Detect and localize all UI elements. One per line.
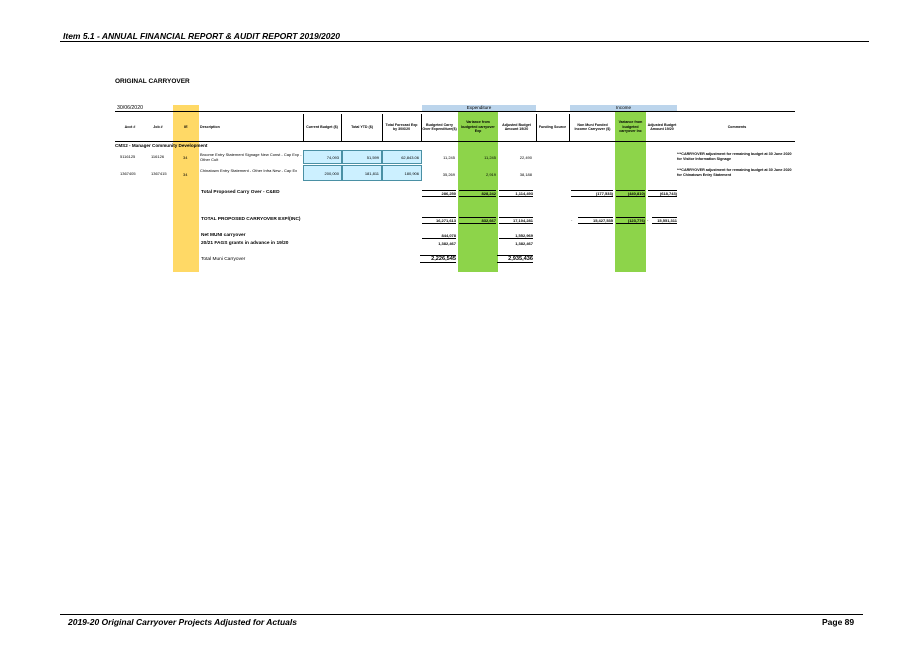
total-proposed-var-inc: (440,810): [616, 190, 645, 197]
col-variance-exp: Variance from budgeted carryover Exp: [461, 120, 495, 134]
col-separator: [536, 114, 537, 141]
total-all-net-muni: 15,427,535: [578, 217, 613, 224]
page-number: Page 89: [822, 617, 855, 627]
row2-description: Chinatown Entry Statement - Other Infra New - Cap Ex: [200, 168, 298, 173]
total-all-dash-2: -: [647, 217, 649, 222]
col-separator: [569, 114, 570, 141]
row2-total-forecast: 180,906: [404, 171, 419, 176]
total-proposed-adjusted: 1,114,493: [499, 190, 533, 197]
row2-variance: 2,919: [485, 172, 496, 177]
total-proposed-adj-inc: (618,743): [648, 190, 677, 197]
total-muni-budgeted: 2,226,545: [420, 255, 456, 263]
row1-acct: 5116125: [120, 154, 136, 159]
total-all-label: TOTAL PROPOSED CARRYOVER EXP/(INC): [201, 217, 301, 222]
col-funding-source: Funding Source: [538, 124, 567, 129]
header-top-rule: [115, 111, 795, 112]
total-proposed-label: Total Proposed Carry Over - C&ED: [201, 190, 280, 195]
col-description: Description: [200, 124, 220, 129]
row1-total-ytd: 51,599: [366, 155, 379, 160]
col-adjusted-budget-inc: Adjusted Budget Amount 19/20: [647, 122, 677, 131]
row1-budgeted-carry: 11,245: [443, 155, 455, 160]
row1-description: Broome Entry Statement Signage New Const - Cap Exp - Other Cult: [200, 152, 302, 162]
row2-comment: ***CARRYOVER adjustment for remaining budget at 30 June 2020 for Chinatown Entry Statement: [677, 168, 792, 177]
total-proposed-net-muni: (177,533): [571, 190, 613, 197]
row1-ie: 34: [183, 155, 188, 160]
fags-budgeted: 1,382,467: [438, 241, 456, 246]
total-proposed-budgeted: 286,250: [422, 190, 456, 197]
row1-adjusted: 22,490: [519, 155, 532, 160]
col-ie: IE: [184, 124, 188, 129]
net-muni-adjusted: 1,552,969: [499, 233, 533, 239]
page-header: Item 5.1 - ANNUAL FINANCIAL REPORT & AUDIT REPORT 2019/2020: [63, 31, 340, 41]
row1-variance: 11,245: [484, 155, 496, 160]
total-all-adjusted: 17,104,281: [499, 217, 533, 224]
row2-budgeted-carry: 35,269: [442, 172, 455, 177]
header-rule: [60, 41, 869, 42]
total-muni-adjusted: 2,935,436: [497, 255, 533, 263]
report-date: 30/06/2020: [117, 105, 143, 111]
report-title: ORIGINAL CARRYOVER: [115, 78, 190, 85]
col-budgeted-carry: Budgeted Carry Over Expenditure($): [422, 122, 457, 131]
total-all-dash-1: -: [571, 217, 573, 222]
col-separator: [341, 114, 342, 141]
income-band: Income: [570, 105, 677, 111]
col-comments: Comments: [727, 124, 747, 129]
col-job: Job #: [153, 124, 163, 129]
header-bottom-rule: [115, 141, 795, 142]
row1-total-forecast: 62,843.06: [401, 155, 419, 160]
col-adjusted-budget-exp: Adjusted Budget Amount 19/20: [502, 122, 531, 131]
total-all-variance: 832,667: [459, 217, 496, 224]
col-acct: Acct #: [124, 124, 136, 129]
row2-current-budget: 200,000: [324, 171, 339, 176]
footer-title: 2019-20 Original Carryover Projects Adjusted for Actuals: [68, 617, 297, 627]
col-total-ytd: Total YTD ($): [351, 124, 373, 129]
row2-adjusted: 38,188: [519, 172, 532, 177]
fags-adjusted: 1,382,467: [515, 241, 533, 246]
row2-acct: 1367405: [120, 171, 136, 176]
row2-ie: 34: [183, 172, 188, 177]
col-separator: [382, 114, 383, 141]
col-total-forecast: Total Forecast Exp by 30/6/20: [385, 122, 418, 131]
total-muni-label: Total Muni Carryover: [201, 257, 246, 262]
col-variance-inc: Variance from budgeted carryover Inc: [618, 120, 643, 134]
fags-label: 20/21 FAGS grants in advance in 19/20: [201, 241, 289, 246]
row1-job: 116126: [151, 154, 165, 159]
net-muni-budgeted: 844,078: [422, 233, 456, 239]
total-all-var-inc: (123,776): [616, 217, 645, 224]
row2-job: 1367415: [151, 171, 167, 176]
section-heading: CMS2 - Manager Community Development: [115, 143, 208, 148]
col-net-muni-funded: Non Muni Funded Income Carryover ($): [574, 122, 611, 131]
total-proposed-variance: 828,242: [459, 190, 496, 197]
total-all-budgeted: 16,271,613: [422, 217, 456, 224]
col-current-budget: Current Budget ($): [306, 124, 338, 129]
expenditure-band: Expenditure: [422, 105, 536, 111]
col-separator: [421, 114, 422, 141]
total-all-adj-inc: 15,551,311: [652, 217, 677, 224]
row2-total-ytd: 181,811: [364, 171, 379, 176]
net-muni-label: Net MUNI carryover: [201, 233, 246, 238]
row1-current-budget: 74,093: [326, 155, 339, 160]
row1-comment: ***CARRYOVER adjustment for remaining budget at 30 June 2020 for Visitor Information Signage: [677, 152, 792, 161]
col-separator: [303, 114, 304, 141]
footer-rule: [60, 614, 863, 615]
